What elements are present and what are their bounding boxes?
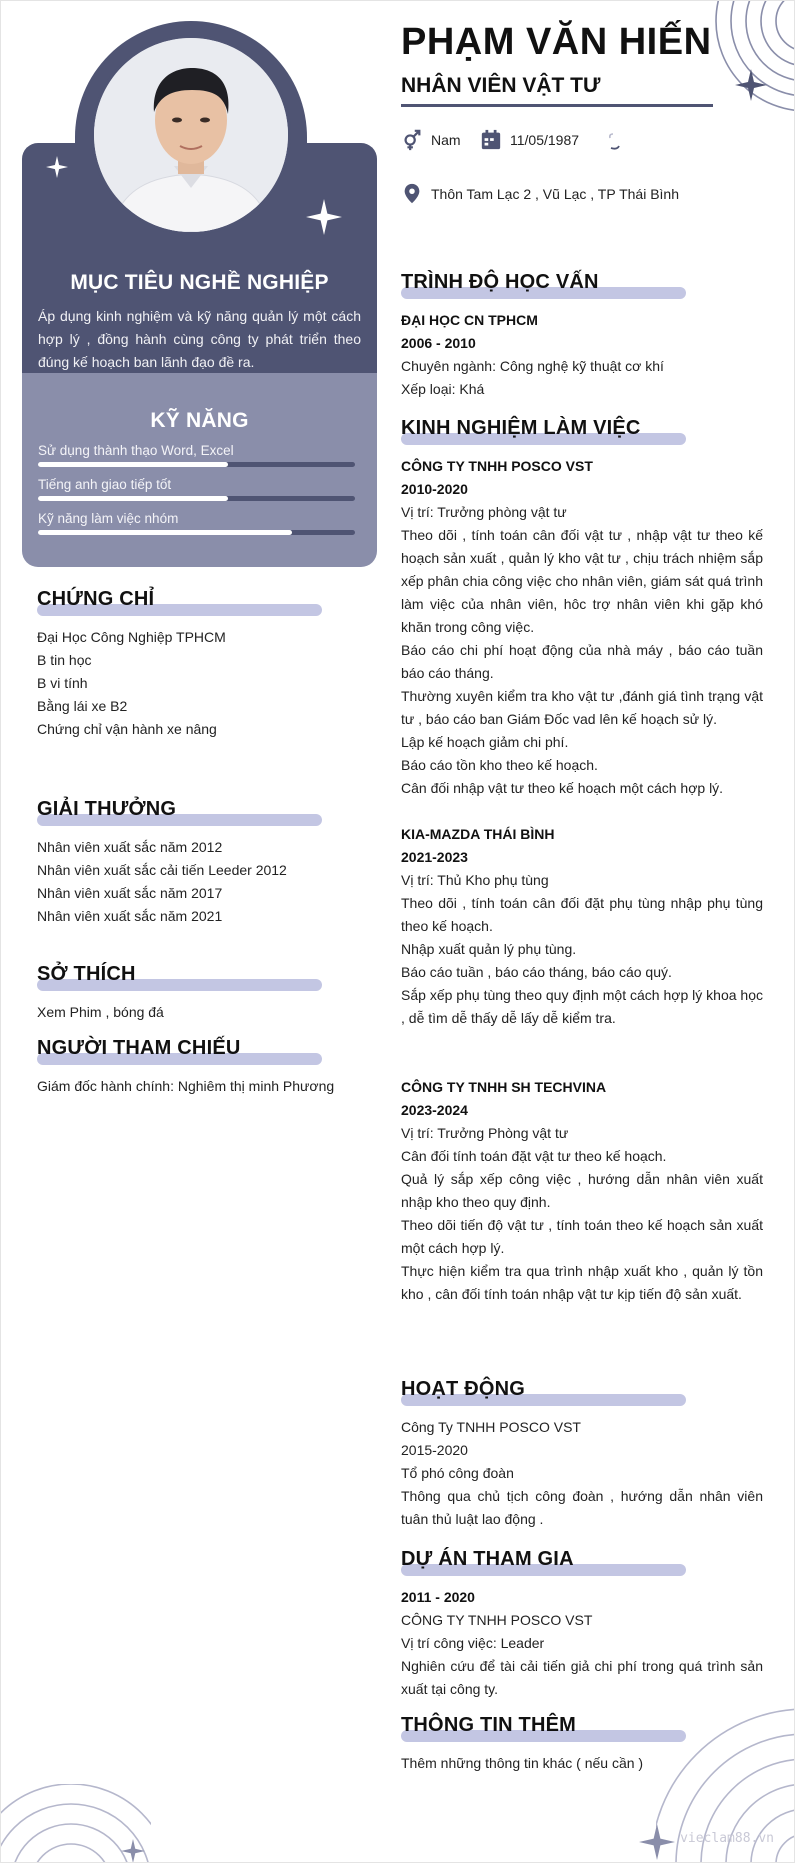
job-line: Vị trí: Trưởng Phòng vật tư (401, 1125, 569, 1141)
projects-list (401, 1586, 763, 1701)
address-value: Thôn Tam Lạc 2 , Vũ Lạc , TP Thái Bình (431, 186, 680, 202)
job-entry (401, 455, 763, 800)
job-line: Sắp xếp phụ tùng theo quy định một cách hợp lý khoa học , dễ tìm dễ thấy dễ lấy dễ kiểm tra. (401, 987, 763, 1026)
phone-icon (607, 132, 623, 152)
job-line: Theo dõi , tính toán cân đối vật tư , nhập vật tư theo kế hoạch sản xuất , quản lý kho vật tư , chịu trách nhiệm sắp xếp phân chia công việc cho nhân viên, giám sát quá trình làm việc của nhân viên, hôc trợ nhân viên khi gặp khó khăn trong công việc. (401, 527, 763, 635)
watermark: vieclam88.vn (680, 1831, 774, 1846)
skills-list (38, 442, 361, 535)
experience-heading (401, 417, 763, 447)
job-company: CÔNG TY TNHH SH TECHVINA (401, 1079, 607, 1095)
job-line: Cân đối tính toán đặt vật tư theo kế hoạch. (401, 1148, 667, 1164)
profile-photo (91, 35, 291, 235)
concentric-circles-top-right-icon (706, 1, 795, 121)
skill-fill (38, 462, 228, 467)
job-line: Quả lý sắp xếp công việc , hướng dẫn nhân viên xuất nhập kho theo quy định. (401, 1171, 763, 1210)
certificate-item: B tin học (37, 652, 92, 668)
certificates-list (37, 626, 377, 741)
award-item: Nhân viên xuất sắc năm 2021 (37, 908, 223, 924)
job-years: 2023-2024 (401, 1102, 468, 1118)
education-school: ĐẠI HỌC CN TPHCM (401, 312, 538, 328)
education-heading (401, 271, 763, 301)
references-title: NGƯỜI THAM CHIẾU (37, 1037, 241, 1059)
skill-track (38, 462, 355, 467)
award-item: Nhân viên xuất sắc năm 2017 (37, 885, 223, 901)
activity-line: 2015-2020 (401, 1442, 468, 1458)
job-line: Vị trí: Thủ Kho phụ tùng (401, 872, 549, 888)
education-section (401, 271, 763, 401)
certificate-item: B vi tính (37, 675, 88, 691)
skill-name: Kỹ năng làm việc nhóm (38, 511, 179, 526)
awards-heading (37, 798, 377, 828)
job-years: 2021-2023 (401, 849, 468, 865)
job-line: Báo cáo tuần , báo cáo tháng, báo cáo quý. (401, 964, 672, 980)
education-major: Chuyên ngành: Công nghệ kỹ thuật cơ khí (401, 358, 664, 374)
birthdate-info (480, 129, 579, 151)
objective-text: Áp dụng kinh nghiệm và kỹ năng quản lý một cách hợp lý , đồng hành cùng công ty phát triển theo đúng kế hoạch ban lãnh đạo đề ra. (38, 308, 361, 370)
experience-list (401, 455, 763, 1306)
hobbies-text: Xem Phim , bóng đá (37, 1004, 164, 1020)
job-line: Theo dõi tiến độ vật tư , tính toán theo kế hoạch sản xuất một cách hợp lý. (401, 1217, 763, 1256)
references-section (37, 1037, 377, 1098)
job-title: NHÂN VIÊN VẬT TƯ (401, 74, 601, 97)
job-line: Báo cáo tồn kho theo kế hoạch. (401, 757, 598, 773)
extra-heading (401, 1714, 763, 1744)
education-grade: Xếp loại: Khá (401, 381, 485, 397)
activities-section (401, 1378, 763, 1531)
activity-line: Tổ phó công đoàn (401, 1465, 514, 1481)
references-text: Giám đốc hành chính: Nghiêm thị minh Phương (37, 1078, 335, 1094)
left-column (1, 1, 396, 1863)
skill-name: Tiếng anh giao tiếp tốt (38, 477, 172, 492)
projects-section (401, 1548, 763, 1701)
education-title: TRÌNH ĐỘ HỌC VẤN (401, 271, 599, 293)
job-line: Theo dõi , tính toán cân đối đặt phụ tùng nhập phụ tùng theo kế hoạch. (401, 895, 763, 934)
hobbies-section (37, 963, 377, 1024)
job-line: Thực hiện kiểm tra qua trình nhập xuất kho , quản lý tồn kho , cân đối tính toán nhập vật tư kịp tiến độ sản xuất. (401, 1263, 763, 1302)
job-line: Báo cáo chi phí hoạt động của nhà máy , báo cáo tuần báo cáo tháng. (401, 642, 763, 681)
job-line: Thường xuyên kiểm tra kho vật tư ,đánh giá tình trạng vật tư , báo cáo ban Giám Đốc vad lên kế hoạch sử lý. (401, 688, 763, 727)
skill-item (38, 442, 361, 467)
job-entry (401, 823, 763, 1030)
certificates-section (37, 588, 377, 741)
activity-line: Công Ty TNHH POSCO VST (401, 1419, 581, 1435)
awards-title: GIẢI THƯỞNG (37, 798, 177, 820)
spacer (401, 800, 763, 823)
job-line: Lập kế hoạch giảm chi phí. (401, 734, 569, 750)
projects-title: DỰ ÁN THAM GIA (401, 1548, 574, 1570)
education-years: 2006 - 2010 (401, 335, 476, 351)
activities-title: HOẠT ĐỘNG (401, 1378, 526, 1400)
education-details (401, 309, 763, 401)
extra-title: THÔNG TIN THÊM (401, 1714, 577, 1736)
skills-title: KỸ NĂNG (150, 409, 249, 432)
projects-heading (401, 1548, 763, 1578)
job-entry (401, 1076, 763, 1306)
job-company: KIA-MAZDA THÁI BÌNH (401, 826, 555, 842)
skill-fill (38, 530, 292, 535)
certificate-item: Bằng lái xe B2 (37, 698, 128, 714)
skill-name: Sử dụng thành thạo Word, Excel (38, 443, 234, 458)
job-line: Vị trí: Trưởng phòng vật tư (401, 504, 567, 520)
title-underline (401, 104, 713, 107)
activities-heading (401, 1378, 763, 1408)
sparkle-star-bottom-right-icon (639, 1824, 675, 1860)
person-avatar-icon (94, 38, 288, 232)
job-line: Nhập xuất quản lý phụ tùng. (401, 941, 577, 957)
job-line: Cân đối nhập vật tư theo kế hoạch một cách hợp lý. (401, 780, 724, 796)
award-item: Nhân viên xuất sắc cải tiến Leeder 2012 (37, 862, 287, 878)
job-years: 2010-2020 (401, 481, 468, 497)
projects-years: 2011 - 2020 (401, 1589, 475, 1605)
gender-icon (401, 129, 423, 151)
awards-section (37, 798, 377, 928)
hobbies-heading (37, 963, 377, 993)
extra-section (401, 1714, 763, 1775)
certificates-heading (37, 588, 377, 618)
certificate-item: Đại Học Công Nghiệp TPHCM (37, 629, 226, 645)
activities-list (401, 1416, 763, 1531)
experience-section (401, 417, 763, 1306)
extra-text: Thêm những thông tin khác ( nếu cần ) (401, 1755, 644, 1771)
address-info (401, 183, 679, 205)
candidate-name: PHẠM VĂN HIẾN (401, 21, 712, 63)
hobbies-title: SỞ THÍCH (37, 963, 136, 985)
activity-line: Thông qua chủ tịch công đoàn , hướng dẫn nhân viên tuân thủ luật lao động . (401, 1488, 763, 1527)
project-line: Nghiên cứu để tài cải tiến giả chi phí trong quá trình sản xuất tại công ty. (401, 1658, 763, 1697)
awards-list (37, 836, 377, 928)
location-pin-icon (401, 183, 423, 205)
gender-info (401, 129, 461, 151)
certificates-title: CHỨNG CHỈ (37, 588, 155, 610)
birthdate-value: 11/05/1987 (510, 132, 580, 148)
skill-item (38, 476, 361, 501)
experience-title: KINH NGHIỆM LÀM VIỆC (401, 417, 641, 439)
skills-card (22, 373, 377, 567)
project-line: CÔNG TY TNHH POSCO VST (401, 1612, 593, 1628)
skill-track (38, 530, 355, 535)
award-item: Nhân viên xuất sắc năm 2012 (37, 839, 223, 855)
job-company: CÔNG TY TNHH POSCO VST (401, 458, 593, 474)
project-line: Vị trí công việc: Leader (401, 1635, 545, 1651)
references-heading (37, 1037, 377, 1067)
gender-value: Nam (431, 132, 461, 148)
skill-item (38, 510, 361, 535)
certificate-item: Chứng chỉ vận hành xe nâng (37, 721, 217, 737)
skill-track (38, 496, 355, 501)
calendar-icon (480, 129, 502, 151)
skill-fill (38, 496, 228, 501)
objective-title: MỤC TIÊU NGHỀ NGHIỆP (70, 271, 329, 294)
spacer (401, 1030, 763, 1076)
sparkle-star-top-right-icon (735, 69, 767, 101)
